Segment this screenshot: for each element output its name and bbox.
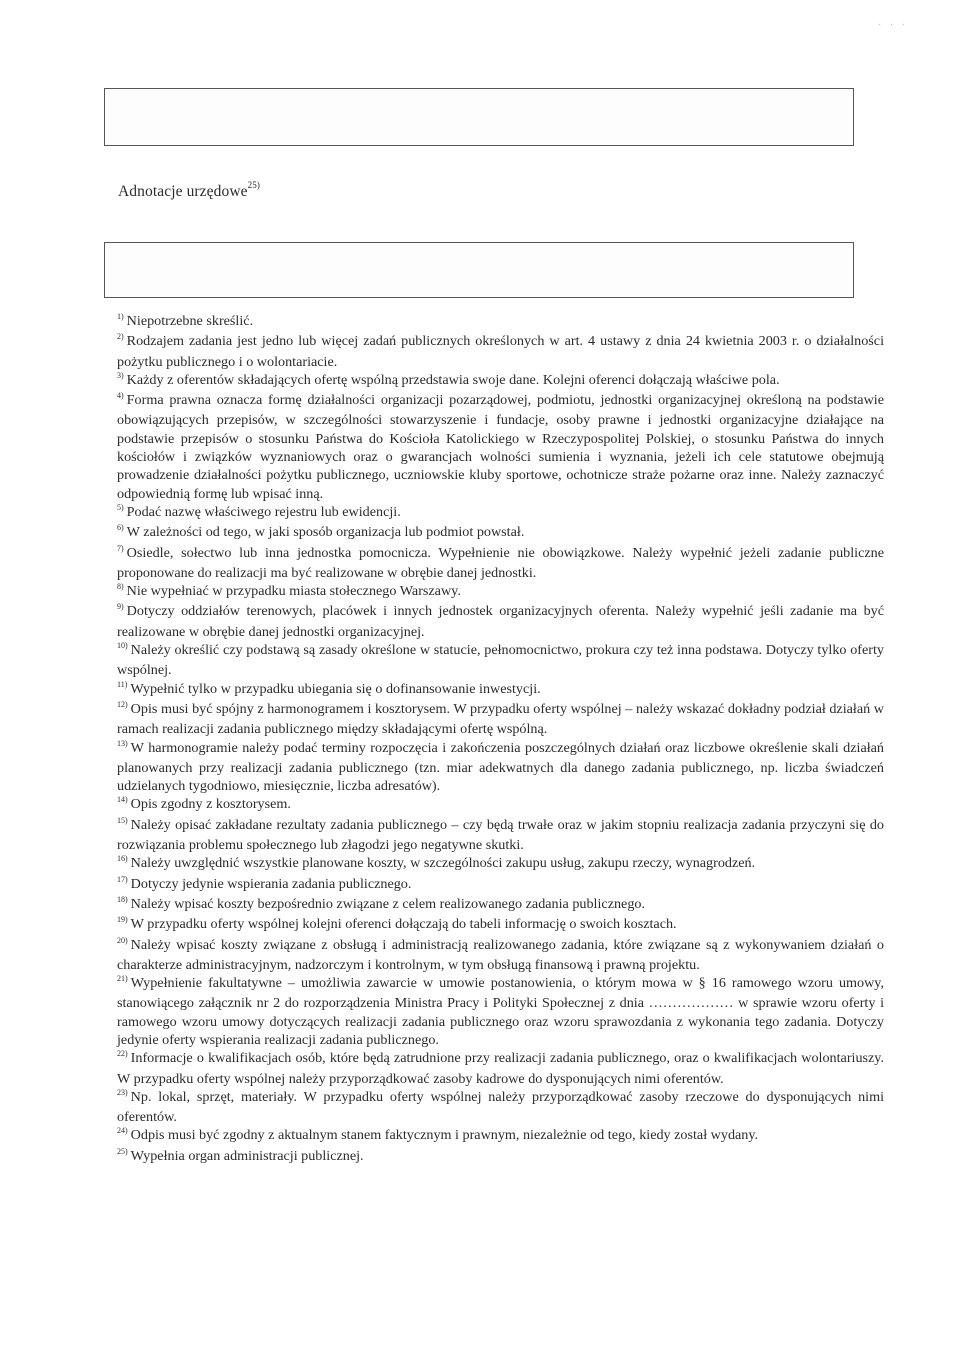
footnote-number: 2) bbox=[117, 332, 124, 342]
footnote-text: Nie wypełniać w przypadku miasta stołecznego Warszawy. bbox=[126, 583, 461, 600]
footnote-text: Wypełnić tylko w przypadku ubiegania się o dofinansowanie inwestycji. bbox=[130, 680, 541, 697]
footnote bbox=[117, 1147, 884, 1167]
footnote bbox=[117, 680, 884, 700]
footnote bbox=[117, 974, 884, 1049]
footnote-text: W przypadku oferty wspólnej kolejni oferenci dołączają do tabeli informację o swoich kosztach. bbox=[130, 916, 677, 933]
footnote bbox=[117, 700, 884, 739]
footnote-text: Każdy z oferentów składających ofertę wspólną przedstawia swoje dane. Kolejni oferenci dołączają właściwe pola. bbox=[126, 371, 780, 388]
footnote-number: 8) bbox=[117, 582, 124, 592]
footnote-text: Należy opisać zakładane rezultaty zadania publicznego – czy będą trwałe oraz w jakim stopniu realizacja zadania przyczyni się do rozwiązania problemu społecznego lub złagodzi jego negatywne skutki. bbox=[117, 816, 884, 854]
footnote-text: Dotyczy jedynie wspierania zadania publicznego. bbox=[130, 875, 412, 892]
footnote-text: Opis zgodny z kosztorysem. bbox=[130, 796, 291, 813]
footnote bbox=[117, 371, 884, 391]
footnote bbox=[117, 875, 884, 895]
footnote-number: 17) bbox=[117, 874, 128, 884]
footnote-number: 23) bbox=[117, 1087, 128, 1097]
footnote-text: Wypełnia organ administracji publicznej. bbox=[130, 1147, 364, 1164]
footnote-text: Odpis musi być zgodny z aktualnym stanem faktycznym i prawnym, niezależnie od tego, kiedy został wydany. bbox=[130, 1127, 759, 1144]
footnote bbox=[117, 739, 884, 796]
footnote-text: Dotyczy oddziałów terenowych, placówek i innych jednostek organizacyjnych oferenta. Należy wypełnić jeśli zadanie ma być realizowane w obrębie danej jednostki organizacyjnej. bbox=[117, 603, 884, 640]
footnote-text: Forma prawna oznacza formę działalności organizacji pozarządowej, podmiotu, jednostki organizacyjnej określoną na podstawie obowiązujących przepisów, w szczególności stowarzyszenie i fundacje, osoby prawne i jednostki organizacyjne działające na podstawie przepisów o stosunku Państwa do Kościoła Katolickiego w Rzeczypospolitej Polskiej, o stosunku Państwa do innych kościołów i związków wyznaniowych oraz o gwarancjach wolności sumienia i wyznania, jeżeli ich cele statutowe obejmują prowadzenie działalności pożytku publicznego, uczniowskie kluby sportowe, ochotnicze straże pożarne oraz inne. Należy zaznaczyć odpowiednią formę lub wpisać inną. bbox=[117, 392, 884, 502]
footnote bbox=[117, 895, 884, 915]
footnote-text: Np. lokal, sprzęt, materiały. W przypadku oferty wspólnej należy przyporządkować zasoby rzeczowe do dysponujących nimi oferentów. bbox=[117, 1088, 884, 1126]
footnote bbox=[117, 582, 884, 602]
footnote-number: 6) bbox=[117, 523, 124, 533]
footnote-text: Wypełnienie fakultatywne – umożliwia zawarcie w umowie postanowienia, o którym mowa w § 16 ramowego wzoru umowy, stanowiącego załącznik nr 2 do rozporządzenia Ministra Pracy i Polityki Społecznej z dnia ……………… w sprawie wzoru oferty i ramowego wzoru umowy dotyczących realizacji zadania publicznego oraz wzoru sprawozdania z wykonania tego zadania. Dotyczy jedynie oferty wspierania realizacji zadania publicznego. bbox=[117, 975, 884, 1048]
footnote-number: 15) bbox=[117, 815, 128, 825]
footnote bbox=[117, 1088, 884, 1127]
footnote-number: 3) bbox=[117, 370, 124, 380]
footnote bbox=[117, 312, 884, 332]
footnote-number: 9) bbox=[117, 602, 124, 612]
footnote-number: 25) bbox=[117, 1146, 128, 1156]
footnote-text: Opis musi być spójny z harmonogramem i kosztorysem. W przypadku oferty wspólnej – należy wskazać dokładny podział działań w ramach realizacji zadania publicznego między składającymi ofertę wspólną. bbox=[117, 700, 884, 738]
footnote bbox=[117, 1049, 884, 1088]
footnote bbox=[117, 915, 884, 935]
footnote-text: Informacje o kwalifikacjach osób, które będą zatrudnione przy realizacji zadania publicznego, oraz o kwalifikacjach wolontariuszy. W przypadku oferty wspólnej należy przyporządkować zasoby kadrowe do dysponujących nimi oferentów. bbox=[117, 1050, 884, 1087]
footnote-number: 4) bbox=[117, 391, 124, 401]
footnote-text: Niepotrzebne skreślić. bbox=[126, 313, 254, 329]
official-annotations-heading bbox=[118, 182, 260, 201]
footnote bbox=[117, 523, 884, 543]
footnote-number: 10) bbox=[117, 641, 128, 651]
footnote bbox=[117, 544, 884, 583]
footnote bbox=[117, 795, 884, 815]
footnote-number: 14) bbox=[117, 795, 128, 805]
footnote-number: 12) bbox=[117, 699, 128, 709]
annotation-label: Adnotacje urzędowe bbox=[118, 183, 248, 201]
footnote-text: W zależności od tego, w jaki sposób organizacja lub podmiot powstał. bbox=[126, 524, 525, 541]
footnote-number: 5) bbox=[117, 502, 124, 512]
footnote-number: 20) bbox=[117, 935, 128, 945]
footnote-number: 21) bbox=[117, 974, 128, 984]
scan-mark: · · · bbox=[878, 20, 908, 31]
footnote-number: 18) bbox=[117, 894, 128, 904]
footnote-number: 22) bbox=[117, 1049, 128, 1059]
footnote-text: Podać nazwę właściwego rejestru lub ewidencji. bbox=[126, 503, 401, 520]
footnote-number: 1) bbox=[117, 312, 124, 321]
annotation-ref: 25) bbox=[247, 180, 260, 190]
footnote-number: 16) bbox=[117, 854, 128, 864]
footnote bbox=[117, 936, 884, 975]
footnote bbox=[117, 602, 884, 641]
footnote-text: W harmonogramie należy podać terminy rozpoczęcia i zakończenia poszczególnych działań oraz liczbowe określenie skali działań planowanych przy realizacji zadania publicznego (tzn. miar adekwatnych dla danego zadania publicznego, np. liczba świadczeń udzielanych tygodniowo, miesięcznie, liczba adresatów). bbox=[117, 739, 884, 795]
footnote-text: Należy wpisać koszty bezpośrednio związane z celem realizowanego zadania publicznego. bbox=[130, 895, 645, 912]
footnote-text: Należy określić czy podstawą są zasady określone w statucie, pełnomocnictwo, prokura czy też inna podstawa. Dotyczy tylko oferty wspólnej. bbox=[117, 642, 884, 679]
signature-box bbox=[104, 88, 854, 146]
footnote bbox=[117, 1126, 884, 1146]
footnote-number: 7) bbox=[117, 543, 124, 553]
footnote-number: 19) bbox=[117, 915, 128, 925]
footnotes-list bbox=[117, 312, 884, 1167]
footnote-number: 24) bbox=[117, 1126, 128, 1136]
footnote-number: 11) bbox=[117, 679, 128, 689]
footnote bbox=[117, 641, 884, 680]
footnote bbox=[117, 391, 884, 503]
footnote-text: Należy uwzględnić wszystkie planowane koszty, w szczególności zakupu usług, zakupu rzeczy, wynagrodzeń. bbox=[130, 855, 756, 872]
footnote-text: Rodzajem zadania jest jedno lub więcej zadań publicznych określonych w art. 4 ustawy z dnia 24 kwietnia 2003 r. o działalności pożytku publicznego i o wolontariacie. bbox=[117, 333, 884, 370]
footnote bbox=[117, 503, 884, 523]
footnote bbox=[117, 816, 884, 855]
footnote-number: 13) bbox=[117, 738, 128, 748]
footnote-text: Należy wpisać koszty związane z obsługą i administracją realizowanego zadania, które związane są z wykonywaniem działań o charakterze administracyjnym, nadzorczym i kontrolnym, w tym obsługą finansową i prawną projektu. bbox=[117, 936, 884, 973]
footnote bbox=[117, 854, 884, 874]
footnote-text: Osiedle, sołectwo lub inna jednostka pomocnicza. Wypełnienie nie obowiązkowe. Należy wypełnić jeżeli zadanie publiczne proponowane do realizacji ma być realizowane w obrębie danej jednostki. bbox=[117, 544, 884, 581]
official-annotations-box bbox=[104, 242, 854, 298]
footnote bbox=[117, 332, 884, 371]
